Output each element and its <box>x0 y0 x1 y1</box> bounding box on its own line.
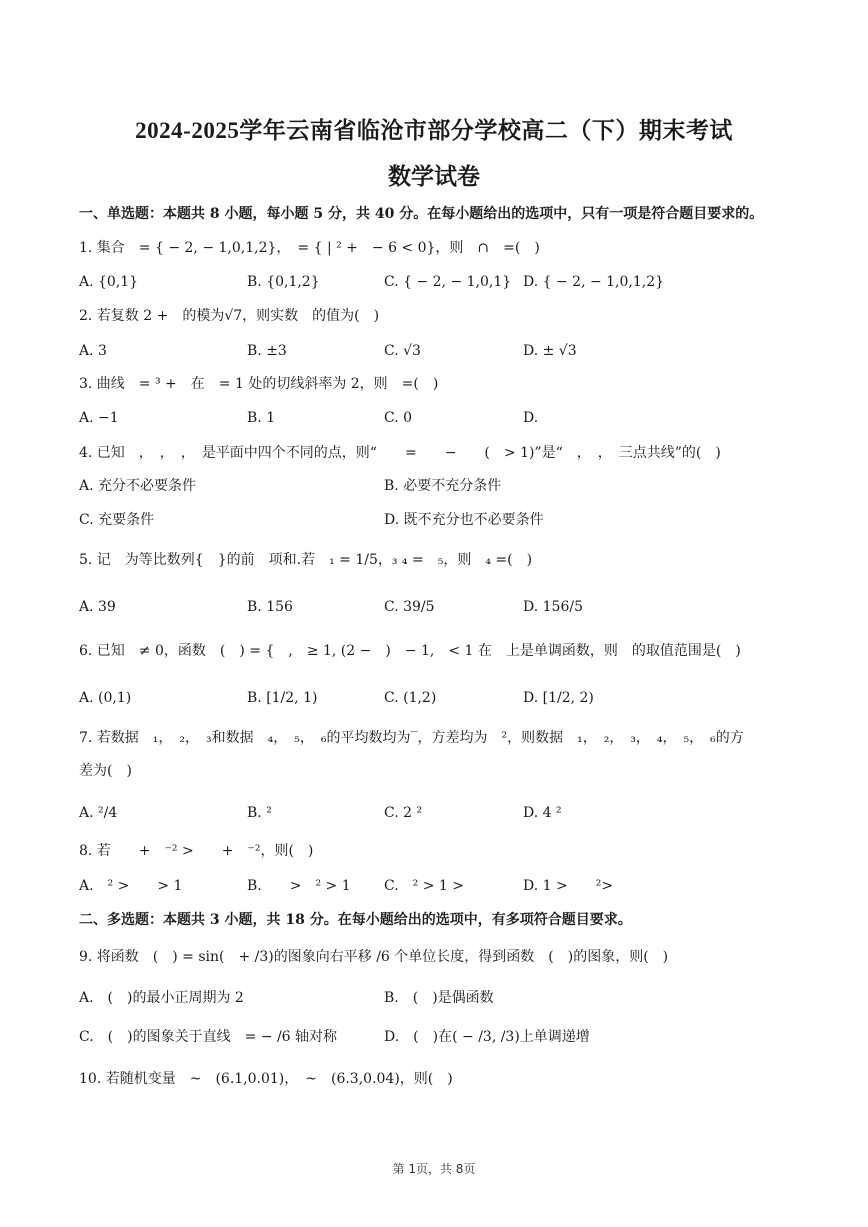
q7-option-c: C. 2 ² <box>384 805 423 821</box>
question-4: 4. 已知 ， ， ， 是平面中四个不同的点，则“ = − ( > 1)”是“ ， ， 三点共线”的( ) <box>79 445 721 461</box>
q1-option-b: B. {0,1,2} <box>247 274 320 290</box>
q9-option-d: D. ( )在( − /3, /3)上单调递增 <box>384 1029 590 1045</box>
q1-option-c: C. { − 2, − 1,0,1} <box>384 274 512 290</box>
q5-option-d: D. 156/5 <box>523 599 583 615</box>
q8-option-a: A. ² > > 1 <box>79 878 183 894</box>
q1-option-d: D. { − 2, − 1,0,1,2} <box>523 274 665 290</box>
question-7-cont: 差为( ) <box>79 763 132 779</box>
q4-option-c: C. 充要条件 <box>79 512 155 528</box>
q7-option-d: D. 4 ² <box>523 805 562 821</box>
question-6: 6. 已知 ≠ 0，函数 ( ) = { , ≥ 1, (2 − ) − 1, < 1 在 上是单调函数，则 的取值范围是( ) <box>79 643 741 659</box>
q2-option-b: B. ±3 <box>247 343 287 359</box>
q9-option-b: B. ( )是偶函数 <box>384 990 494 1006</box>
q9-option-a: A. ( )的最小正周期为 2 <box>79 990 244 1006</box>
page-title: 2024-2025学年云南省临沧市部分学校高二（下）期末考试 <box>135 118 733 143</box>
q4-option-d: D. 既不充分也不必要条件 <box>384 512 544 528</box>
q2-option-d: D. ± √3 <box>523 343 577 359</box>
section-heading-single-choice: 一、单选题：本题共 8 小题，每小题 5 分，共 40 分。在每小题给出的选项中，只有一项是符合题目要求的。 <box>79 206 764 222</box>
question-10: 10. 若随机变量 ~ (6.1,0.01)， ~ (6.3,0.04)，则( ) <box>79 1071 453 1087</box>
question-8: 8. 若 + ⁻² > + ⁻²，则( ) <box>79 843 314 859</box>
q5-option-c: C. 39/5 <box>384 599 435 615</box>
question-1: 1. 集合 = { − 2, − 1,0,1,2}， = { | ² + − 6 < 0}，则 ∩ =( ) <box>79 240 540 256</box>
question-2: 2. 若复数 2 + 的模为√7，则实数 的值为( ) <box>79 308 380 324</box>
q3-option-d: D. <box>523 410 539 426</box>
q1-option-a: A. {0,1} <box>79 274 139 290</box>
q3-option-a: A. −1 <box>79 410 119 426</box>
q9-option-c: C. ( )的图象关于直线 = − /6 轴对称 <box>79 1029 338 1045</box>
section-heading-multi-choice: 二、多选题：本题共 3 小题，共 18 分。在每小题给出的选项中，有多项符合题目要求。 <box>79 912 632 928</box>
q7-option-a: A. ²/4 <box>79 805 118 821</box>
q6-option-a: A. (0,1) <box>79 690 132 706</box>
page-footer: 第 1页，共 8页 <box>392 1162 476 1176</box>
q4-option-b: B. 必要不充分条件 <box>384 478 502 494</box>
q5-option-a: A. 39 <box>79 599 116 615</box>
question-5: 5. 记 为等比数列{ }的前 项和.若 ₁ = 1/5，₃ ₄ = ₅，则 ₄ =( ) <box>79 552 533 568</box>
q8-option-b: B. > ² > 1 <box>247 878 351 894</box>
q2-option-a: A. 3 <box>79 343 107 359</box>
question-7: 7. 若数据 ₁， ₂， ₃和数据 ₄， ₅， ₆的平均数均为‾，方差均为 ²，则数据 ₁， ₂， ₃， ₄， ₅， ₆的方 <box>79 730 744 746</box>
question-9: 9. 将函数 ( ) = sin( + /3)的图象向右平移 /6 个单位长度，得到函数 ( )的图象，则( ) <box>79 949 669 965</box>
q2-option-c: C. √3 <box>384 343 421 359</box>
q8-option-d: D. 1 > ²> <box>523 878 614 894</box>
q3-option-b: B. 1 <box>247 410 276 426</box>
q4-option-a: A. 充分不必要条件 <box>79 478 197 494</box>
q7-option-b: B. ² <box>247 805 272 821</box>
q8-option-c: C. ² > 1 > <box>384 878 464 894</box>
question-3: 3. 曲线 = ³ + 在 = 1 处的切线斜率为 2，则 =( ) <box>79 376 439 392</box>
q6-option-b: B. [1/2, 1) <box>247 690 318 706</box>
page-subtitle: 数学试卷 <box>388 164 480 189</box>
q5-option-b: B. 156 <box>247 599 293 615</box>
q3-option-c: C. 0 <box>384 410 413 426</box>
q6-option-d: D. [1/2, 2) <box>523 690 594 706</box>
q6-option-c: C. (1,2) <box>384 690 437 706</box>
